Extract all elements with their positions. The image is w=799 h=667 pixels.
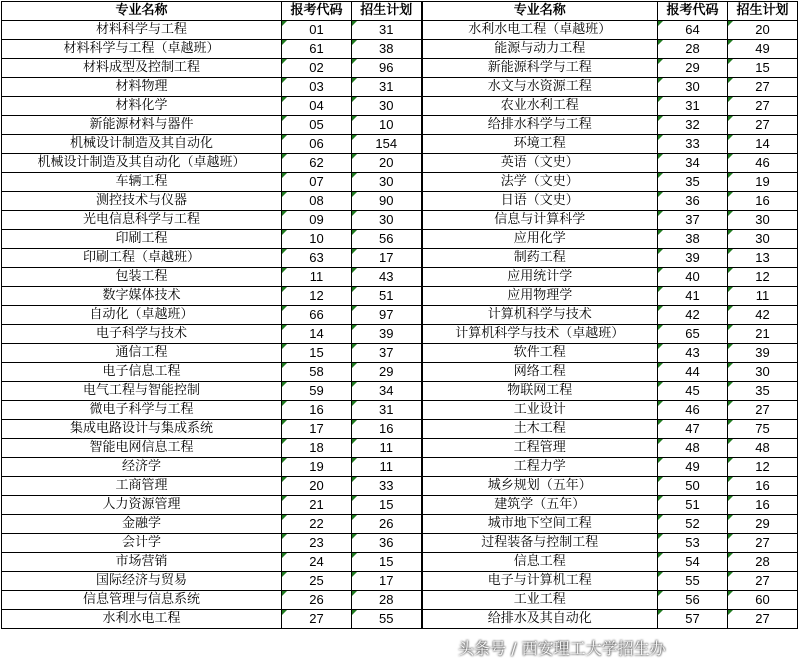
- major-cell: 机械设计制造及其自动化: [2, 135, 282, 154]
- header-code: 报考代码: [658, 2, 728, 21]
- code-cell: 09: [282, 211, 352, 230]
- plan-cell: 13: [728, 249, 798, 268]
- plan-cell: 30: [728, 363, 798, 382]
- plan-cell: 16: [728, 496, 798, 515]
- major-cell: 光电信息科学与工程: [2, 211, 282, 230]
- major-cell: 网络工程: [422, 363, 658, 382]
- major-cell: 微电子科学与工程: [2, 401, 282, 420]
- plan-cell: 21: [728, 325, 798, 344]
- table-row: [2, 610, 798, 629]
- plan-cell: 27: [728, 116, 798, 135]
- code-cell: 29: [658, 59, 728, 78]
- table-row: [2, 382, 798, 401]
- table-row: [2, 534, 798, 553]
- table-row: [2, 21, 798, 40]
- plan-cell: 20: [728, 21, 798, 40]
- table-row: [2, 116, 798, 135]
- code-cell: 65: [658, 325, 728, 344]
- major-cell: 工程管理: [422, 439, 658, 458]
- code-cell: 23: [282, 534, 352, 553]
- plan-cell: 27: [728, 572, 798, 591]
- code-cell: 56: [658, 591, 728, 610]
- table-row: [2, 78, 798, 97]
- plan-cell: 19: [728, 173, 798, 192]
- major-cell: 车辆工程: [2, 173, 282, 192]
- code-cell: 02: [282, 59, 352, 78]
- plan-cell: 29: [728, 515, 798, 534]
- table-row: [2, 173, 798, 192]
- code-cell: 12: [282, 287, 352, 306]
- major-cell: 国际经济与贸易: [2, 572, 282, 591]
- code-cell: 33: [658, 135, 728, 154]
- code-cell: 01: [282, 21, 352, 40]
- plan-cell: 43: [352, 268, 422, 287]
- table-row: [2, 154, 798, 173]
- code-cell: 59: [282, 382, 352, 401]
- major-cell: 材料科学与工程: [2, 21, 282, 40]
- major-cell: 给排水及其自动化: [422, 610, 658, 629]
- code-cell: 41: [658, 287, 728, 306]
- plan-cell: 20: [352, 154, 422, 173]
- table-row: [2, 344, 798, 363]
- plan-cell: 34: [352, 382, 422, 401]
- major-cell: 应用物理学: [422, 287, 658, 306]
- major-cell: 信息工程: [422, 553, 658, 572]
- table-row: [2, 211, 798, 230]
- code-cell: 05: [282, 116, 352, 135]
- plan-cell: 56: [352, 230, 422, 249]
- major-cell: 经济学: [2, 458, 282, 477]
- major-cell: 城乡规划（五年）: [422, 477, 658, 496]
- code-cell: 07: [282, 173, 352, 192]
- code-cell: 27: [282, 610, 352, 629]
- plan-cell: 39: [728, 344, 798, 363]
- major-cell: 通信工程: [2, 344, 282, 363]
- major-cell: 智能电网信息工程: [2, 439, 282, 458]
- major-cell: 过程装备与控制工程: [422, 534, 658, 553]
- table-row: [2, 496, 798, 515]
- major-cell: 材料科学与工程（卓越班）: [2, 40, 282, 59]
- code-cell: 62: [282, 154, 352, 173]
- major-cell: 计算机科学与技术: [422, 306, 658, 325]
- major-cell: 建筑学（五年）: [422, 496, 658, 515]
- code-cell: 51: [658, 496, 728, 515]
- code-cell: 22: [282, 515, 352, 534]
- major-cell: 材料成型及控制工程: [2, 59, 282, 78]
- plan-cell: 27: [728, 97, 798, 116]
- major-cell: 市场营销: [2, 553, 282, 572]
- major-cell: 物联网工程: [422, 382, 658, 401]
- major-cell: 应用化学: [422, 230, 658, 249]
- major-cell: 印刷工程: [2, 230, 282, 249]
- plan-cell: 15: [352, 496, 422, 515]
- plan-cell: 31: [352, 401, 422, 420]
- major-cell: 新能源材料与器件: [2, 116, 282, 135]
- major-cell: 自动化（卓越班）: [2, 306, 282, 325]
- major-cell: 信息与计算科学: [422, 211, 658, 230]
- table-row: [2, 572, 798, 591]
- code-cell: 17: [282, 420, 352, 439]
- code-cell: 47: [658, 420, 728, 439]
- code-cell: 40: [658, 268, 728, 287]
- plan-cell: 75: [728, 420, 798, 439]
- code-cell: 48: [658, 439, 728, 458]
- plan-cell: 48: [728, 439, 798, 458]
- plan-cell: 11: [352, 439, 422, 458]
- plan-cell: 31: [352, 78, 422, 97]
- major-cell: 工商管理: [2, 477, 282, 496]
- plan-cell: 27: [728, 534, 798, 553]
- code-cell: 03: [282, 78, 352, 97]
- major-cell: 包装工程: [2, 268, 282, 287]
- code-cell: 45: [658, 382, 728, 401]
- code-cell: 15: [282, 344, 352, 363]
- plan-cell: 39: [352, 325, 422, 344]
- major-cell: 土木工程: [422, 420, 658, 439]
- major-cell: 新能源科学与工程: [422, 59, 658, 78]
- major-cell: 电气工程与智能控制: [2, 382, 282, 401]
- major-cell: 日语（文史）: [422, 192, 658, 211]
- plan-cell: 30: [728, 230, 798, 249]
- major-cell: 城市地下空间工程: [422, 515, 658, 534]
- major-cell: 机械设计制造及其自动化（卓越班）: [2, 154, 282, 173]
- table-row: [2, 230, 798, 249]
- major-cell: 工业设计: [422, 401, 658, 420]
- major-cell: 信息管理与信息系统: [2, 591, 282, 610]
- major-cell: 集成电路设计与集成系统: [2, 420, 282, 439]
- header-plan: 招生计划: [728, 2, 798, 21]
- table-row: [2, 306, 798, 325]
- header-major: 专业名称: [422, 2, 658, 21]
- code-cell: 28: [658, 40, 728, 59]
- code-cell: 39: [658, 249, 728, 268]
- code-cell: 46: [658, 401, 728, 420]
- plan-cell: 26: [352, 515, 422, 534]
- code-cell: 58: [282, 363, 352, 382]
- plan-cell: 16: [728, 192, 798, 211]
- code-cell: 19: [282, 458, 352, 477]
- plan-cell: 29: [352, 363, 422, 382]
- major-cell: 测控技术与仪器: [2, 192, 282, 211]
- table-row: [2, 363, 798, 382]
- major-cell: 英语（文史）: [422, 154, 658, 173]
- major-cell: 印刷工程（卓越班）: [2, 249, 282, 268]
- plan-cell: 17: [352, 572, 422, 591]
- code-cell: 25: [282, 572, 352, 591]
- major-cell: 电子信息工程: [2, 363, 282, 382]
- major-cell: 法学（文史）: [422, 173, 658, 192]
- table-row: [2, 553, 798, 572]
- major-cell: 计算机科学与技术（卓越班）: [422, 325, 658, 344]
- plan-cell: 15: [352, 553, 422, 572]
- table-body: [2, 21, 798, 629]
- code-cell: 18: [282, 439, 352, 458]
- code-cell: 44: [658, 363, 728, 382]
- major-cell: 制药工程: [422, 249, 658, 268]
- code-cell: 10: [282, 230, 352, 249]
- code-cell: 64: [658, 21, 728, 40]
- plan-cell: 27: [728, 78, 798, 97]
- code-cell: 16: [282, 401, 352, 420]
- code-cell: 21: [282, 496, 352, 515]
- table-row: [2, 59, 798, 78]
- code-cell: 53: [658, 534, 728, 553]
- plan-cell: 97: [352, 306, 422, 325]
- plan-cell: 60: [728, 591, 798, 610]
- code-cell: 43: [658, 344, 728, 363]
- table-row: [2, 401, 798, 420]
- code-cell: 35: [658, 173, 728, 192]
- code-cell: 36: [658, 192, 728, 211]
- code-cell: 34: [658, 154, 728, 173]
- code-cell: 57: [658, 610, 728, 629]
- code-cell: 11: [282, 268, 352, 287]
- plan-cell: 38: [352, 40, 422, 59]
- plan-cell: 27: [728, 610, 798, 629]
- major-cell: 应用统计学: [422, 268, 658, 287]
- plan-cell: 27: [728, 401, 798, 420]
- code-cell: 14: [282, 325, 352, 344]
- header-major: 专业名称: [2, 2, 282, 21]
- watermark: 头条号 / 西安理工大学招生办: [458, 639, 666, 658]
- plan-cell: 37: [352, 344, 422, 363]
- table-row: [2, 515, 798, 534]
- plan-cell: 46: [728, 154, 798, 173]
- code-cell: 42: [658, 306, 728, 325]
- code-cell: 24: [282, 553, 352, 572]
- table-row: [2, 591, 798, 610]
- plan-cell: 14: [728, 135, 798, 154]
- major-cell: 数字媒体技术: [2, 287, 282, 306]
- table-row: [2, 40, 798, 59]
- plan-cell: 154: [352, 135, 422, 154]
- plan-cell: 16: [352, 420, 422, 439]
- plan-cell: 17: [352, 249, 422, 268]
- code-cell: 49: [658, 458, 728, 477]
- plan-cell: 35: [728, 382, 798, 401]
- code-cell: 04: [282, 97, 352, 116]
- major-cell: 电子与计算机工程: [422, 572, 658, 591]
- major-cell: 材料化学: [2, 97, 282, 116]
- major-cell: 人力资源管理: [2, 496, 282, 515]
- code-cell: 63: [282, 249, 352, 268]
- plan-cell: 33: [352, 477, 422, 496]
- major-cell: 工业工程: [422, 591, 658, 610]
- plan-cell: 28: [352, 591, 422, 610]
- enrollment-plan-table: [1, 1, 798, 629]
- code-cell: 20: [282, 477, 352, 496]
- plan-cell: 30: [352, 211, 422, 230]
- plan-cell: 90: [352, 192, 422, 211]
- code-cell: 06: [282, 135, 352, 154]
- major-cell: 水文与水资源工程: [422, 78, 658, 97]
- major-cell: 环境工程: [422, 135, 658, 154]
- major-cell: 会计学: [2, 534, 282, 553]
- header-plan: 招生计划: [352, 2, 422, 21]
- code-cell: 61: [282, 40, 352, 59]
- plan-cell: 55: [352, 610, 422, 629]
- table-row: [2, 458, 798, 477]
- table-row: [2, 420, 798, 439]
- plan-cell: 30: [352, 97, 422, 116]
- header-code: 报考代码: [282, 2, 352, 21]
- major-cell: 水利水电工程: [2, 610, 282, 629]
- table-row: [2, 439, 798, 458]
- major-cell: 农业水利工程: [422, 97, 658, 116]
- major-cell: 金融学: [2, 515, 282, 534]
- code-cell: 66: [282, 306, 352, 325]
- table-row: [2, 192, 798, 211]
- plan-cell: 16: [728, 477, 798, 496]
- code-cell: 26: [282, 591, 352, 610]
- plan-cell: 30: [352, 173, 422, 192]
- code-cell: 38: [658, 230, 728, 249]
- major-cell: 工程力学: [422, 458, 658, 477]
- plan-cell: 51: [352, 287, 422, 306]
- code-cell: 32: [658, 116, 728, 135]
- major-cell: 材料物理: [2, 78, 282, 97]
- plan-cell: 96: [352, 59, 422, 78]
- table-row: [2, 268, 798, 287]
- table-row: [2, 135, 798, 154]
- code-cell: 52: [658, 515, 728, 534]
- plan-cell: 31: [352, 21, 422, 40]
- plan-cell: 12: [728, 458, 798, 477]
- table-row: [2, 249, 798, 268]
- major-cell: 能源与动力工程: [422, 40, 658, 59]
- code-cell: 55: [658, 572, 728, 591]
- code-cell: 30: [658, 78, 728, 97]
- table-row: [2, 325, 798, 344]
- plan-cell: 30: [728, 211, 798, 230]
- code-cell: 08: [282, 192, 352, 211]
- plan-cell: 10: [352, 116, 422, 135]
- major-cell: 电子科学与技术: [2, 325, 282, 344]
- plan-cell: 28: [728, 553, 798, 572]
- major-cell: 给排水科学与工程: [422, 116, 658, 135]
- code-cell: 50: [658, 477, 728, 496]
- code-cell: 37: [658, 211, 728, 230]
- plan-cell: 11: [728, 287, 798, 306]
- plan-cell: 12: [728, 268, 798, 287]
- code-cell: 54: [658, 553, 728, 572]
- code-cell: 31: [658, 97, 728, 116]
- plan-cell: 15: [728, 59, 798, 78]
- major-cell: 水利水电工程（卓越班）: [422, 21, 658, 40]
- plan-cell: 42: [728, 306, 798, 325]
- plan-cell: 36: [352, 534, 422, 553]
- plan-cell: 49: [728, 40, 798, 59]
- header-row: [2, 2, 798, 21]
- table-row: [2, 97, 798, 116]
- table-row: [2, 287, 798, 306]
- table-row: [2, 477, 798, 496]
- plan-cell: 11: [352, 458, 422, 477]
- major-cell: 软件工程: [422, 344, 658, 363]
